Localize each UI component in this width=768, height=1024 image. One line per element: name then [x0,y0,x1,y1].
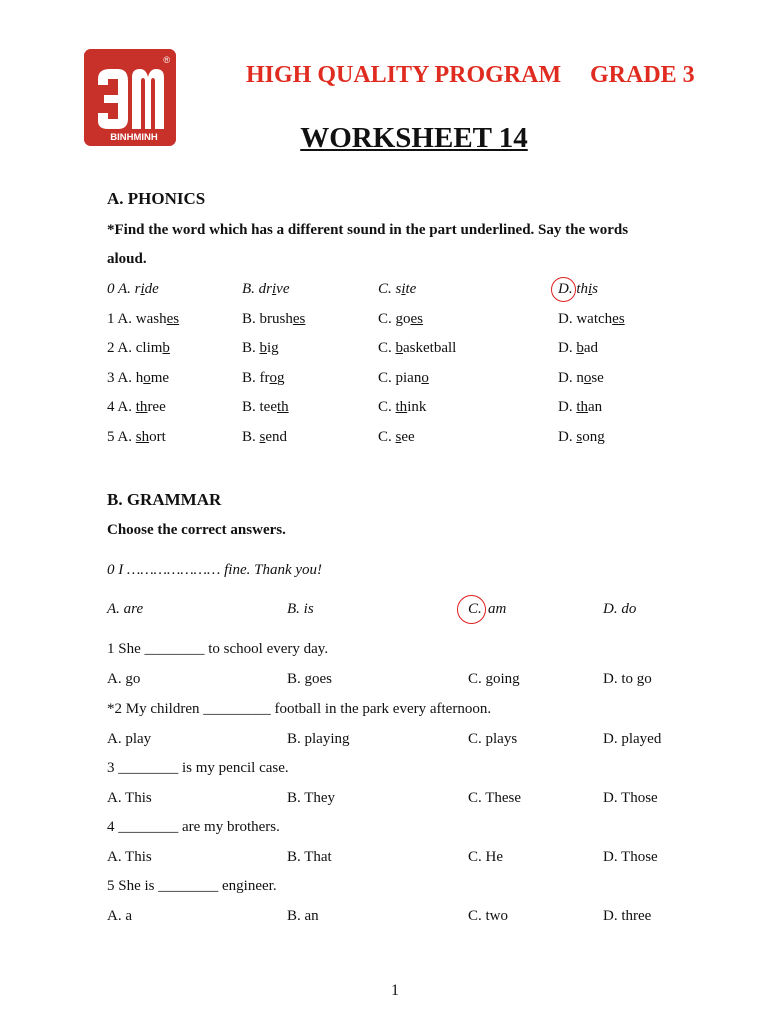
logo-text: BINHMINH [110,132,158,143]
question-options [0,731,768,753]
phonics-row [0,281,768,303]
answer-circle [551,277,576,302]
phonics-option: B. teeth [242,399,289,415]
example-option-b: B. is [287,601,314,617]
answer-option: B. goes [287,671,332,687]
answer-option: B. an [287,908,319,924]
phonics-option: 0 A. ride [107,281,159,297]
example-option-c-letter: C. [468,601,482,617]
example-option-d: D. do [603,601,637,617]
grammar-instruction: Choose the correct answers. [107,522,286,538]
question-stem: 5 She is ________ engineer. [107,878,277,894]
example-option-c-word: am [488,601,507,617]
answer-option: D. three [603,908,652,924]
phonics-row [0,399,768,421]
answer-option: D. played [603,731,662,747]
phonics-option: C. piano [378,370,429,386]
phonics-option: C. see [378,429,415,445]
example-stem: 0 I ………………… fine. Thank you! [107,562,323,578]
phonics-option: B. drive [242,281,290,297]
grade-label: GRADE 3 [590,62,695,88]
phonics-option: B. send [242,429,288,445]
answer-option: C. These [468,790,522,806]
phonics-option: 2 A. climb [107,340,170,356]
example-options [0,601,768,623]
phonics-option: 5 A. short [107,429,166,445]
answer-option: C. He [468,849,503,865]
phonics-option: 1 A. washes [107,311,180,327]
question-options [0,671,768,693]
phonics-instruction: *Find the word which has a different sound in the part underlined. Say the words aloud. [107,222,629,267]
phonics-option: D. this [558,281,599,297]
phonics-option: D. watches [558,311,625,327]
phonics-option: C. basketball [378,340,457,356]
question-options [0,790,768,812]
answer-option: A. a [107,908,132,924]
answer-option: B. playing [287,731,350,747]
answer-option: A. play [107,731,152,747]
answer-option: B. That [287,849,332,865]
page-number: 1 [391,982,399,999]
question-stem: 1 She ________ to school every day. [107,641,329,657]
phonics-row [0,311,768,333]
answer-option: C. going [468,671,520,687]
phonics-option: D. nose [558,370,604,386]
answer-option: D. Those [603,849,658,865]
registered-mark: ® [163,55,170,65]
program-title: HIGH QUALITY PROGRAM [246,62,562,88]
phonics-option: D. than [558,399,603,415]
answer-option: C. two [468,908,509,924]
answer-option: B. They [287,790,336,806]
phonics-option: C. site [378,281,417,297]
phonics-heading: A. PHONICS [107,189,206,208]
example-option-a: A. are [107,601,144,617]
phonics-option: B. brushes [242,311,306,327]
answer-option: D. Those [603,790,658,806]
question-stem: 3 ________ is my pencil case. [107,760,289,776]
answer-option: A. This [107,790,152,806]
phonics-option: D. song [558,429,605,445]
worksheet-title: WORKSHEET 14 [300,122,528,154]
question-stem: 4 ________ are my brothers. [107,819,280,835]
answer-circle [457,595,486,624]
phonics-option: C. goes [378,311,424,327]
phonics-row [0,429,768,451]
phonics-option: 3 A. home [107,370,170,386]
phonics-row [0,370,768,392]
phonics-option: D. bad [558,340,599,356]
phonics-option: B. big [242,340,279,356]
answer-option: A. This [107,849,152,865]
question-stem: *2 My children _________ football in the park every afternoon. [107,701,492,717]
phonics-option: 4 A. three [107,399,166,415]
phonics-row [0,340,768,362]
answer-option: A. go [107,671,141,687]
question-options [0,849,768,871]
phonics-option: C. think [378,399,427,415]
answer-option: C. plays [468,731,518,747]
grammar-heading: B. GRAMMAR [107,490,222,509]
phonics-option: B. frog [242,370,285,386]
question-options [0,908,768,930]
answer-option: D. to go [603,671,652,687]
